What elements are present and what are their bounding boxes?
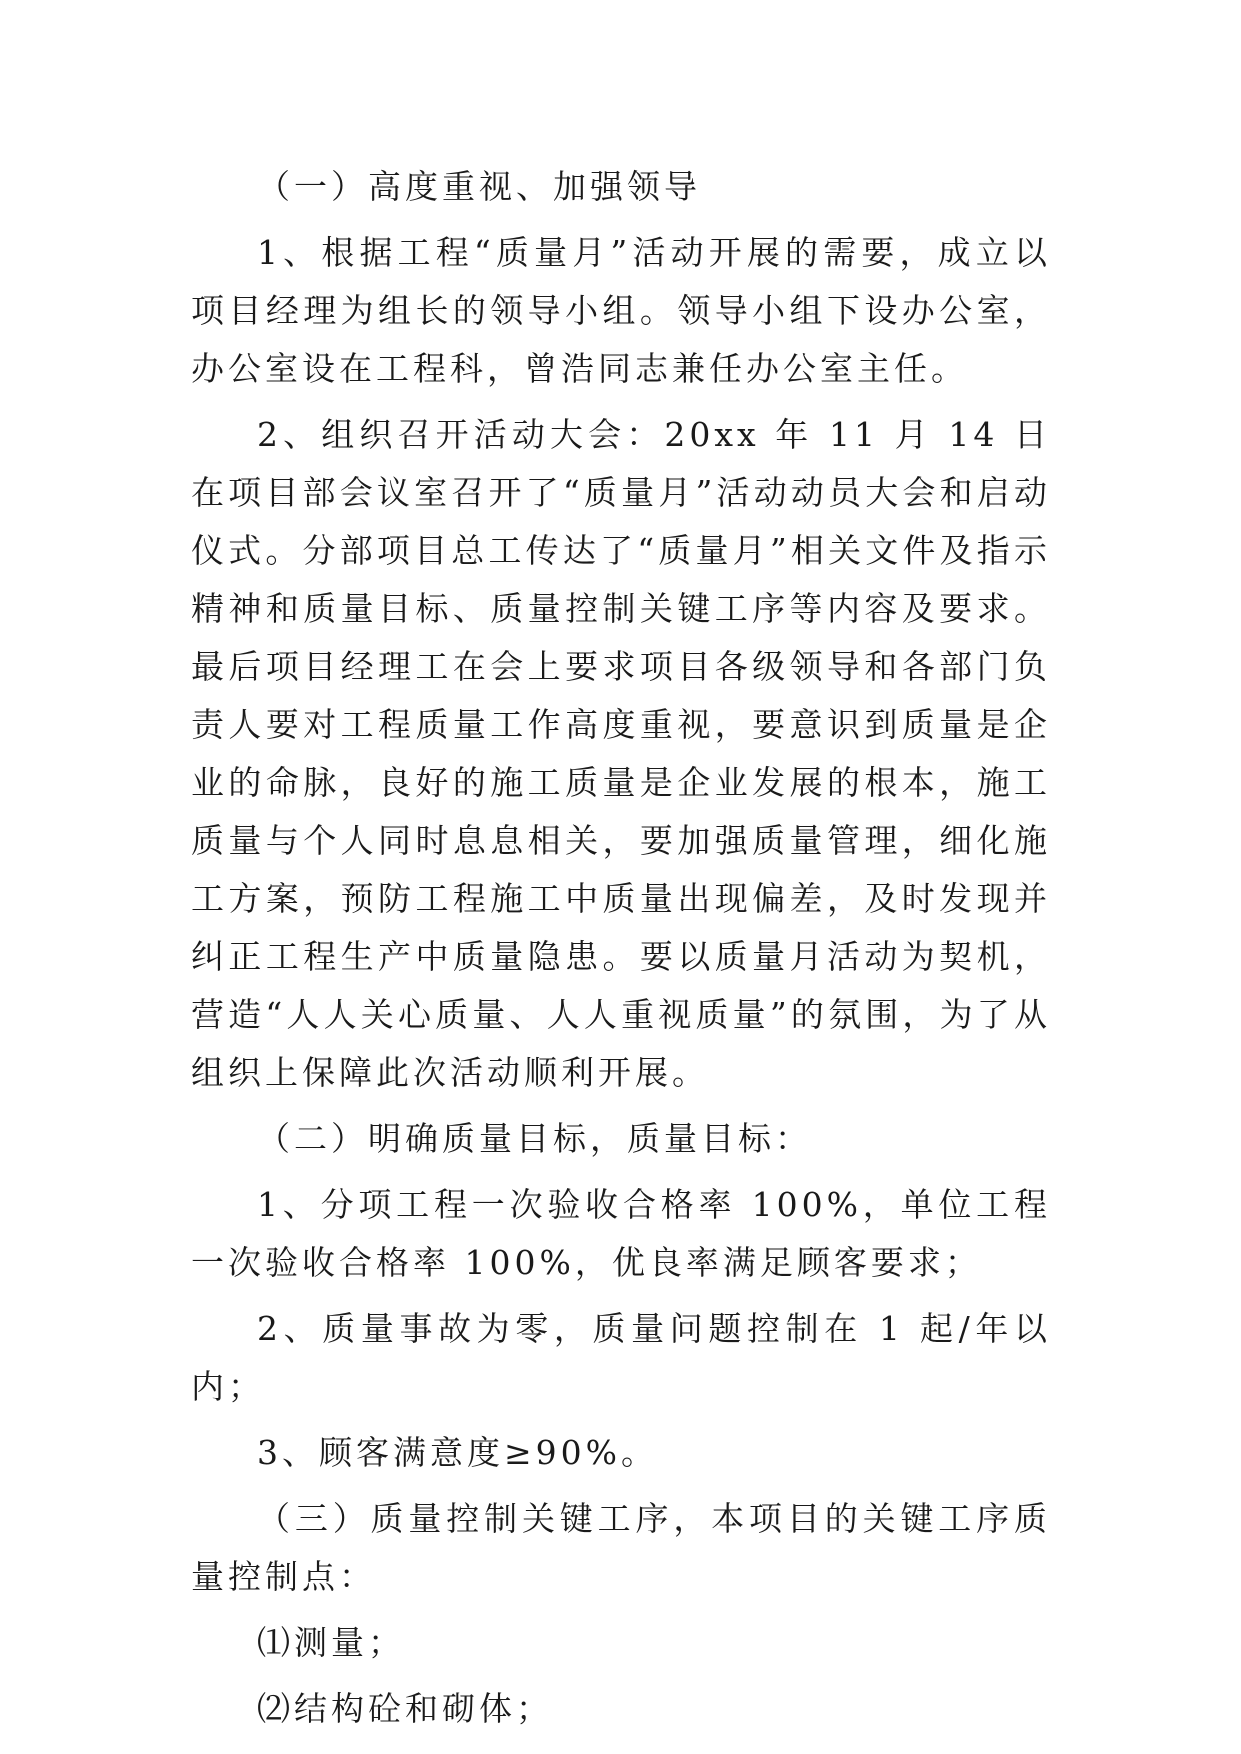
goal-item-3: 3、顾客满意度≥90%。 [257,1433,658,1472]
control-point-1: ⑴测量； [257,1623,405,1662]
paragraph-item-2: 2、组织召开活动大会：20xx 年 11 月 14 日在项目部会议室召开了“质量月”活动动员大会和启动仪式。分部项目总工传达了“质量月”相关文件及指示精神和质量目标、质量控制关键工序等内容及要求。最后项目经理工在会上要求项目各级领导和各部门负责人要对工程质量工作高度重视，要意识到质量是企业的命脉，良好的施工质量是企业发展的根本，施工质量与个人同时息息相关，要加强质量管理，细化施工方案，预防工程施工中质量出现偏差，及时发现并纠正工程生产中质量隐患。要以质量月活动为契机，营造“人人关心质量、人人重视质量”的氛围，为了从组织上保障此次活动顺利开展。 [191,415,1051,1092]
paragraph-item-1: 1、根据工程“质量月”活动开展的需要，成立以项目经理为组长的领导小组。领导小组下设办公室，办公室设在工程科，曾浩同志兼任办公室主任。 [191,233,1051,388]
goal-item-1: 1、分项工程一次验收合格率 100%，单位工程一次验收合格率 100%，优良率满足顾客要求； [191,1185,1051,1282]
goal-item-2: 2、质量事故为零，质量问题控制在 1 起/年以内； [191,1309,1051,1406]
section-heading-2: （二）明确质量目标，质量目标： [257,1119,812,1158]
section-heading-1: （一）高度重视、加强领导 [257,167,701,206]
document-body [191,158,1051,1738]
section-heading-3: （三）质量控制关键工序，本项目的关键工序质量控制点： [191,1499,1051,1596]
control-point-2: ⑵结构砼和砌体； [257,1689,553,1728]
